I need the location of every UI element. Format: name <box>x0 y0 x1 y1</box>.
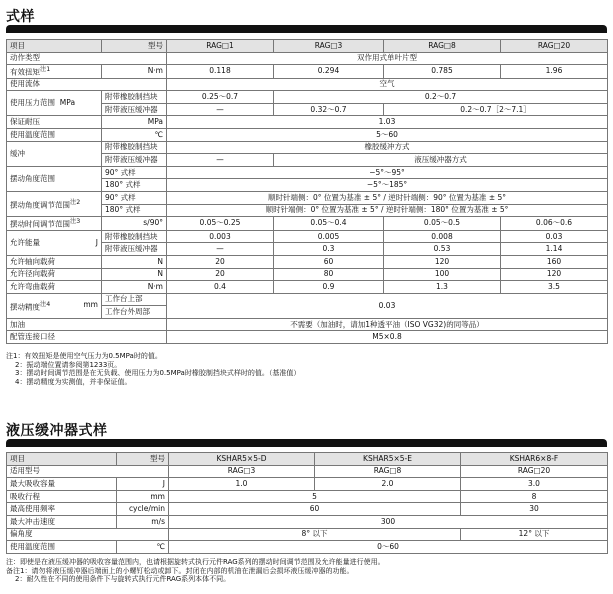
cell-value: 2.0 <box>315 478 461 491</box>
table-row <box>7 129 608 142</box>
cell-value: 0.2～0.7［2～7.1］ <box>384 103 608 116</box>
shock-title: 液压缓冲器式样 <box>6 423 108 439</box>
cell-value: 橡胶缓冲方式 <box>167 141 608 154</box>
cell-value: 0.3 <box>274 243 384 256</box>
cell-value: 100 <box>384 268 501 281</box>
row-label: 使用压力范围 <box>10 98 55 108</box>
row-label: 允许轴向载荷 <box>7 255 102 268</box>
cell-value: 30 <box>461 503 608 516</box>
cell-value: 80 <box>274 268 384 281</box>
cell-value: 20 <box>167 268 274 281</box>
cell-value: 0.005 <box>274 230 384 243</box>
cell-value: RAG□3 <box>169 465 315 478</box>
note-ref: 注2 <box>70 198 81 206</box>
cell-value: −5°～95° <box>167 166 608 179</box>
note-line: 注1：有效扭矩是使用空气压力为0.5MPa时的值。 <box>6 352 162 360</box>
note-line: 4：摆动精度为实测值，并非保证值。 <box>15 377 132 386</box>
note-line: 2：振动端位置请参阅第1233页。 <box>15 360 122 369</box>
cell-value: RAG□8 <box>315 465 461 478</box>
note-line: 备注1：请勿将液压缓冲器后端面上的小螺钉松动或卸下。封闭在内部的机油在泄漏后会损坏液压缓冲器的功能。 <box>6 566 354 575</box>
note-line: 2：耐久性在不同的使用条件下与旋转式执行元件RAG系列本体不同。 <box>15 575 231 584</box>
cell-value: 0.05～0.5 <box>384 217 501 231</box>
row-label: 缓冲 <box>7 141 102 166</box>
cell-value: 0.4 <box>167 281 274 294</box>
cell-value: 60 <box>169 503 461 516</box>
unit: mm <box>83 299 98 309</box>
row-label: 保证耐压 <box>7 116 102 129</box>
row-label: 适用型号 <box>7 465 169 478</box>
cell-value: 0.03 <box>501 230 608 243</box>
row-label: 摆动时间调节范围 <box>10 219 70 229</box>
cell-value: 160 <box>501 255 608 268</box>
row-label: 最大吸收容量 <box>7 478 117 491</box>
cell-value: 0.53 <box>384 243 501 256</box>
row-label: 动作类型 <box>7 52 167 65</box>
cell-value: 0.785 <box>384 65 501 79</box>
unit: m/s <box>117 515 169 528</box>
table-row <box>7 65 608 79</box>
unit: cycle/min <box>117 503 169 516</box>
row-label: 加油 <box>7 318 167 331</box>
cell-value: 1.0 <box>169 478 315 491</box>
shock-title-bar <box>6 439 607 447</box>
cell-value: 300 <box>169 515 608 528</box>
cell-value: 液压缓冲器方式 <box>274 154 608 167</box>
row-label: 使用温度范围 <box>7 129 102 142</box>
cell-value: 3.5 <box>501 281 608 294</box>
cell-value: 5～60 <box>167 129 608 142</box>
cell-value: 20 <box>167 255 274 268</box>
spec-table <box>6 39 608 344</box>
table-row <box>7 192 608 205</box>
table-row <box>7 515 608 528</box>
cell-value: 120 <box>501 268 608 281</box>
unit: s/90° <box>102 217 167 231</box>
note-ref: 注1 <box>40 66 51 74</box>
sub-label: 工作台外周部 <box>102 306 167 319</box>
row-label: 偏角度 <box>7 528 169 541</box>
spec-notes <box>6 352 300 386</box>
row-label: 使用温度范围 <box>7 541 117 554</box>
table-row <box>7 331 608 344</box>
cell-value: 0.05～0.4 <box>274 217 384 231</box>
col-header: RAG□3 <box>274 40 384 53</box>
cell-value: 0～60 <box>169 541 608 554</box>
table-row <box>7 465 608 478</box>
sub-label: 90° 式样 <box>102 166 167 179</box>
col-header: KSHAR5×5-D <box>169 453 315 466</box>
table-row <box>7 217 608 231</box>
unit: N <box>102 255 167 268</box>
cell-value: 1.3 <box>384 281 501 294</box>
col-header: KSHAR6×8-F <box>461 453 608 466</box>
row-label: 配管连接口径 <box>7 331 167 344</box>
table-row <box>7 52 608 65</box>
spec-title-bar <box>6 25 607 33</box>
cell-value: — <box>167 243 274 256</box>
cell-value: 双作用式单叶片型 <box>167 52 608 65</box>
note-ref: 注4 <box>40 300 51 308</box>
cell-value: RAG□20 <box>461 465 608 478</box>
sub-label: 附带液压缓冲器 <box>102 243 167 256</box>
cell-value: 0.06～0.6 <box>501 217 608 231</box>
cell-value: 0.03 <box>167 293 608 318</box>
cell-value: 0.294 <box>274 65 384 79</box>
header-model: 型号 <box>150 453 165 463</box>
cell-value: 60 <box>274 255 384 268</box>
cell-value: 不需要（加油时，请加1种透平油（ISO VG32)的同等品） <box>167 318 608 331</box>
table-row <box>7 318 608 331</box>
unit: N·m <box>102 65 167 79</box>
spec-header-row <box>7 40 608 53</box>
note-ref: 注3 <box>70 218 81 226</box>
unit: N·m <box>102 281 167 294</box>
col-header: RAG□1 <box>167 40 274 53</box>
cell-value: 5 <box>169 490 461 503</box>
col-header: RAG□8 <box>384 40 501 53</box>
table-row <box>7 91 608 104</box>
cell-value: 1.03 <box>167 116 608 129</box>
unit: MPa <box>102 116 167 129</box>
cell-value: 1.96 <box>501 65 608 79</box>
col-header: KSHAR5×5-E <box>315 453 461 466</box>
row-label: 允许弯曲载荷 <box>7 281 102 294</box>
cell-value: 8° 以下 <box>169 528 461 541</box>
unit: ℃ <box>102 129 167 142</box>
col-header: RAG□20 <box>501 40 608 53</box>
unit: MPa <box>59 98 76 108</box>
header-item: 项目 <box>10 453 25 463</box>
table-row <box>7 478 608 491</box>
cell-value: 12° 以下 <box>461 528 608 541</box>
sub-label: 附带橡胶制挡块 <box>102 91 167 104</box>
table-row <box>7 141 608 154</box>
table-row <box>7 293 608 306</box>
table-row <box>7 503 608 516</box>
cell-value: 0.008 <box>384 230 501 243</box>
cell-value: 0.05～0.25 <box>167 217 274 231</box>
table-row <box>7 166 608 179</box>
table-row <box>7 78 608 91</box>
row-label: 允许径向载荷 <box>7 268 102 281</box>
unit: N <box>102 268 167 281</box>
cell-value: M5×0.8 <box>167 331 608 344</box>
cell-value: 120 <box>384 255 501 268</box>
sub-label: 附带橡胶制挡块 <box>102 230 167 243</box>
shock-header-row <box>7 453 608 466</box>
row-label: 最高使用频率 <box>7 503 117 516</box>
cell-value: 0.118 <box>167 65 274 79</box>
table-row <box>7 281 608 294</box>
shock-notes <box>6 558 385 584</box>
cell-value: 0.25～0.7 <box>167 91 274 104</box>
header-item: 项目 <box>10 40 25 50</box>
table-row <box>7 116 608 129</box>
table-row <box>7 255 608 268</box>
cell-value: 0.9 <box>274 281 384 294</box>
header-model: 型号 <box>148 40 163 50</box>
cell-value: 3.0 <box>461 478 608 491</box>
table-row <box>7 541 608 554</box>
row-label: 吸收行程 <box>7 490 117 503</box>
row-label: 摆动角度范围 <box>7 166 102 191</box>
row-label: 最大冲击速度 <box>7 515 117 528</box>
note-line: 3：摆动时间调节范围是在无负载、使用压力为0.5MPa时橡胶制挡块式样时的值。（基准值） <box>15 369 301 378</box>
cell-value: 空气 <box>167 78 608 91</box>
sub-label: 90° 式样 <box>102 192 167 205</box>
cell-value: 8 <box>461 490 608 503</box>
cell-value: 0.003 <box>167 230 274 243</box>
sub-label: 工作台上部 <box>102 293 167 306</box>
sub-label: 180° 式样 <box>102 179 167 192</box>
unit: mm <box>117 490 169 503</box>
sub-label: 180° 式样 <box>102 204 167 217</box>
row-label: 允许能量 <box>10 237 40 247</box>
unit: ℃ <box>117 541 169 554</box>
cell-value: 0.2～0.7 <box>274 91 608 104</box>
cell-value: 0.32～0.7 <box>274 103 384 116</box>
row-label: 使用流体 <box>7 78 167 91</box>
table-row <box>7 490 608 503</box>
cell-value: — <box>167 154 274 167</box>
table-row <box>7 528 608 541</box>
cell-value: −5°～185° <box>167 179 608 192</box>
table-row <box>7 230 608 243</box>
cell-value: 顺时针端侧：0° 位置为基准 ± 5° / 逆时针端侧：180° 位置为基准 ± 5° <box>167 204 608 217</box>
unit: J <box>95 237 98 247</box>
row-label: 有效扭矩 <box>10 67 40 77</box>
shock-table <box>6 452 608 554</box>
cell-value: — <box>167 103 274 116</box>
unit: J <box>117 478 169 491</box>
sub-label: 附带液压缓冲器 <box>102 154 167 167</box>
cell-value: 1.14 <box>501 243 608 256</box>
table-row <box>7 268 608 281</box>
sub-label: 附带液压缓冲器 <box>102 103 167 116</box>
sub-label: 附带橡胶制挡块 <box>102 141 167 154</box>
row-label: 摆动角度调节范围 <box>10 200 70 210</box>
spec-title: 式样 <box>6 9 35 25</box>
note-line: 注：即使是在液压缓冲器的吸收容量范围内，也请根据旋转式执行元件RAG系列的摆动时间调节范围及允许能量进行使用。 <box>6 558 385 566</box>
cell-value: 顺时针端侧：0° 位置为基准 ± 5° / 逆时针端侧：90° 位置为基准 ± 5° <box>167 192 608 205</box>
row-label: 摆动精度 <box>10 302 40 312</box>
